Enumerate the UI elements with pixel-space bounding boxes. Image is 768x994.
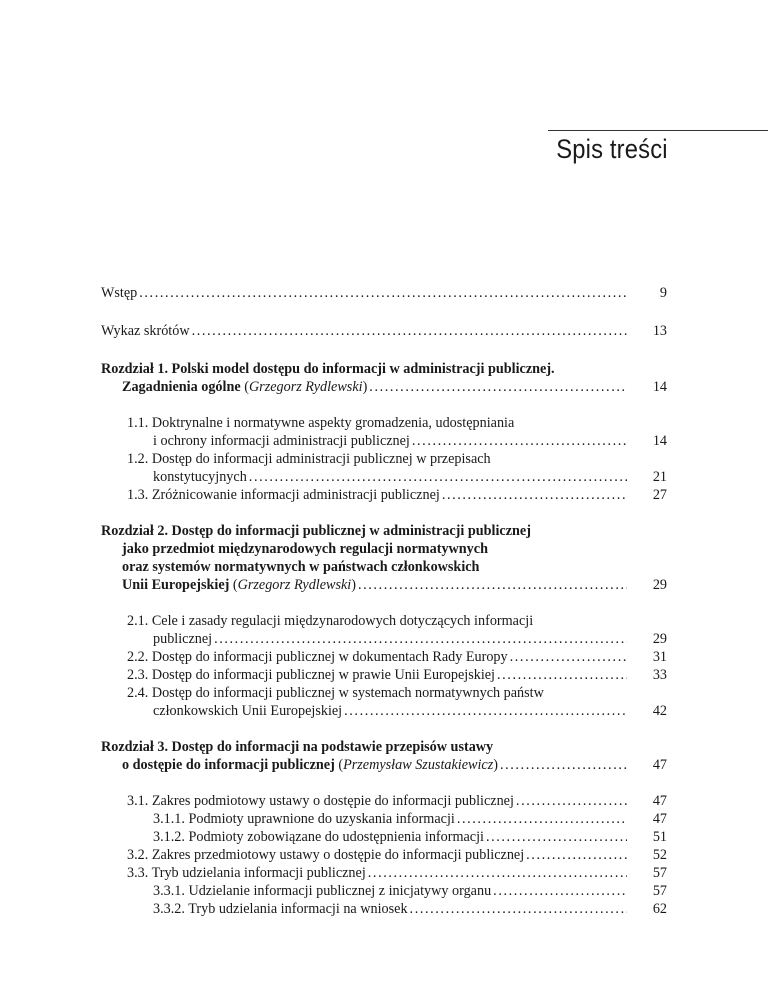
toc-section-1-3 — [101, 486, 667, 504]
toc-section-2-4 — [101, 684, 667, 720]
toc-section-3-2 — [101, 846, 667, 864]
page-number: 14 — [652, 379, 667, 395]
page-number: 51 — [652, 829, 667, 845]
toc-section-2-2 — [101, 648, 667, 666]
section-line: 1.2. Dostęp do informacji administracji publicznej w przepisach — [127, 451, 491, 467]
section-line: konstytucyjnych — [153, 469, 247, 485]
dot-leader — [497, 666, 627, 684]
chapter-heading-line: Rozdział 3. Dostęp do informacji na podstawie przepisów ustawy — [101, 739, 494, 755]
page-number: 62 — [652, 901, 667, 917]
dot-leader — [442, 486, 627, 504]
chapter-author: Przemysław Szustakiewicz — [343, 757, 494, 773]
chapter-heading-line: Unii Europejskiej — [122, 577, 230, 593]
section-line: członkowskich Unii Europejskiej — [153, 703, 343, 719]
section-line: 3.3. Tryb udzielania informacji publicznej — [127, 865, 366, 881]
toc-chapter-2: Rozdział 2. Dostęp do informacji publicznej w administracji publicznej jako przedmiot międzynarodowych regulacji normatywnych oraz systemów normatywnych w państwach członkowskich Unii Europejskiej (Grzegorz Rydlewski) ..... 29 — [101, 522, 667, 594]
section-line: i ochrony informacji administracji publicznej — [153, 433, 410, 449]
title-rule — [548, 130, 768, 131]
section-line: 3.1. Zakres podmiotowy ustawy o dostępie do informacji publicznej — [127, 793, 514, 809]
dot-leader — [510, 648, 627, 666]
toc-section-1-2 — [101, 450, 667, 486]
page-number: 57 — [652, 883, 667, 899]
toc-section-1-1 — [101, 414, 667, 450]
page-number: 47 — [652, 793, 667, 809]
table-of-contents — [101, 284, 667, 918]
toc-entry-wstep — [101, 284, 667, 302]
toc-subsection-3-3-2 — [101, 900, 667, 918]
toc-subsection-3-3-1 — [101, 882, 667, 900]
page-number: 52 — [652, 847, 667, 863]
chapter-heading-line: jako przedmiot międzynarodowych regulacji normatywnych — [122, 541, 488, 557]
section-line: 3.3.1. Udzielanie informacji publicznej z inicjatywy organu — [153, 883, 492, 899]
page-number: 47 — [652, 811, 667, 827]
toc-section-3-1 — [101, 792, 667, 810]
toc-chapter-3: Rozdział 3. Dostęp do informacji na podstawie przepisów ustawy o dostępie do informacji publicznej (Przemysław Szustakiewicz) ..... 47 — [101, 738, 667, 774]
section-line: 3.1.2. Podmioty zobowiązane do udostępnienia informacji — [153, 829, 484, 845]
page-number: 29 — [652, 577, 667, 593]
dot-leader — [249, 468, 627, 486]
section-line: 3.1.1. Podmioty uprawnione do uzyskania informacji — [153, 811, 455, 827]
page-number: 57 — [652, 865, 667, 881]
toc-entry-text: Wykaz skrótów — [101, 323, 190, 339]
toc-entry-wykaz — [101, 322, 667, 340]
dot-leader — [457, 810, 627, 828]
page-number: 31 — [652, 649, 667, 665]
toc-subsection-3-1-2 — [101, 828, 667, 846]
page-number: 33 — [652, 667, 667, 683]
section-line: 1.3. Zróżnicowanie informacji administracji publicznej — [127, 487, 440, 503]
section-line: 2.1. Cele i zasady regulacji międzynarodowych dotyczących informacji — [127, 613, 534, 629]
page-number: 29 — [652, 631, 667, 647]
dot-leader — [500, 756, 627, 774]
chapter-author: Grzegorz Rydlewski — [248, 379, 363, 395]
chapter-heading-line: Zagadnienia ogólne — [122, 379, 241, 395]
chapter-author: Grzegorz Rydlewski — [237, 577, 352, 593]
dot-leader — [486, 828, 627, 846]
page-number: 21 — [652, 469, 667, 485]
page-number: 9 — [659, 285, 667, 301]
dot-leader — [344, 702, 627, 720]
dot-leader — [358, 576, 627, 594]
toc-section-3-3 — [101, 864, 667, 882]
dot-leader — [526, 846, 627, 864]
dot-leader — [412, 432, 627, 450]
chapter-heading-line: Rozdział 1. Polski model dostępu do informacji w administracji publicznej. — [101, 361, 555, 377]
section-line: 2.2. Dostęp do informacji publicznej w dokumentach Rady Europy — [127, 649, 508, 665]
chapter-heading-line: o dostępie do informacji publicznej — [122, 757, 335, 773]
dot-leader — [410, 900, 627, 918]
section-line: 3.2. Zakres przedmiotowy ustawy o dostępie do informacji publicznej — [127, 847, 525, 863]
page-number: 42 — [652, 703, 667, 719]
page-number: 13 — [652, 323, 667, 339]
section-line: publicznej — [153, 631, 213, 647]
section-line: 1.1. Doktrynalne i normatywne aspekty gromadzenia, udostępniania — [127, 415, 515, 431]
dot-leader — [369, 378, 627, 396]
dot-leader — [493, 882, 627, 900]
dot-leader — [214, 630, 627, 648]
chapter-heading-line: oraz systemów normatywnych w państwach członkowskich — [122, 559, 480, 575]
section-line: 2.4. Dostęp do informacji publicznej w systemach normatywnych państw — [127, 685, 544, 701]
dot-leader — [192, 322, 627, 340]
page-number: 47 — [652, 757, 667, 773]
toc-chapter-1: Rozdział 1. Polski model dostępu do informacji w administracji publicznej. Zagadnienia ogólne (Grzegorz Rydlewski) ..... 14 — [101, 360, 667, 396]
page-number: 27 — [652, 487, 667, 503]
toc-entry-text: Wstęp — [101, 285, 138, 301]
section-line: 2.3. Dostęp do informacji publicznej w prawie Unii Europejskiej — [127, 667, 495, 683]
toc-section-2-3 — [101, 666, 667, 684]
dot-leader — [139, 284, 627, 302]
dot-leader — [368, 864, 627, 882]
page-title: Spis treści — [556, 134, 668, 164]
section-line: 3.3.2. Tryb udzielania informacji na wniosek — [153, 901, 408, 917]
page-number: 14 — [652, 433, 667, 449]
chapter-heading-line: Rozdział 2. Dostęp do informacji publicznej w administracji publicznej — [101, 523, 531, 539]
toc-section-2-1 — [101, 612, 667, 648]
dot-leader — [516, 792, 627, 810]
toc-subsection-3-1-1 — [101, 810, 667, 828]
